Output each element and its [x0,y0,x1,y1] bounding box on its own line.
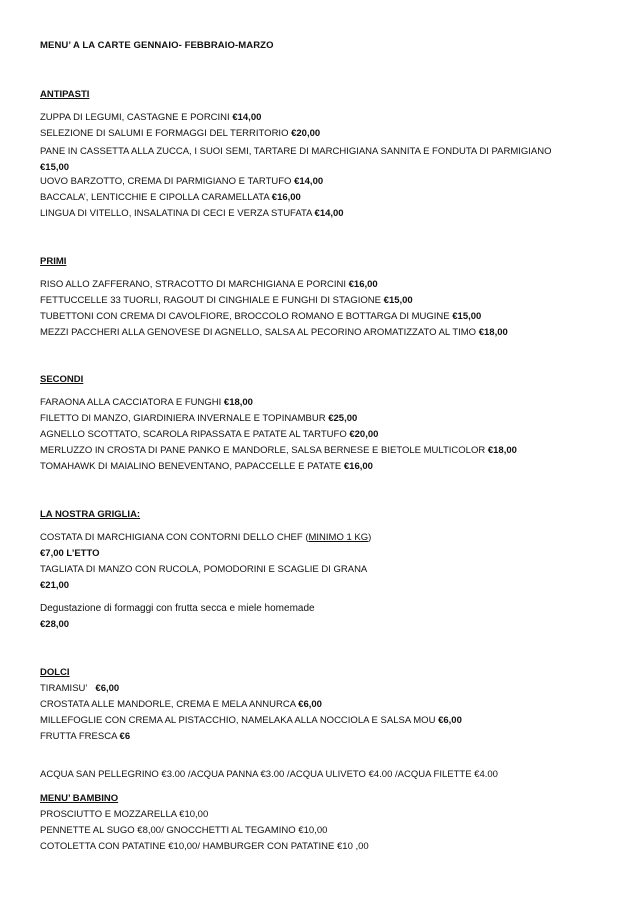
item-name: AGNELLO SCOTTATO, SCAROLA RIPASSATA E PATATE AL TARTUFO [40,429,347,440]
bambino-heading: MENU’ BAMBINO [40,793,119,804]
item-name: TIRAMISU’ [40,683,88,694]
item-price: €16,00 [348,279,378,290]
minimo-note: MINIMO 1 KG [308,532,369,543]
menu-item [40,532,371,544]
menu-item: PENNETTE AL SUGO €8,00/ GNOCCHETTI AL TEGAMINO €10,00 [40,825,328,836]
item-price: €18,00 [487,445,517,456]
menu-item [40,295,413,307]
item-name: LINGUA DI VITELLO, INSALATINA DI CECI E VERZA STUFATA [40,208,312,219]
item-price: €14,00 [232,112,262,123]
water-prices: ACQUA SAN PELLEGRINO €3.00 /ACQUA PANNA €3.00 /ACQUA ULIVETO €4.00 /ACQUA FILETTE €4.00 [40,769,498,780]
antipasti-heading: ANTIPASTI [40,89,90,100]
menu-item [40,176,323,188]
item-price: €15,00 [452,311,482,322]
item-name: BACCALA’, LENTICCHIE E CIPOLLA CARAMELLATA [40,192,270,203]
menu-item [40,429,378,441]
item-price: €18,00 [223,397,253,408]
menu-item [40,397,253,409]
menu-item: COTOLETTA CON PATATINE €10,00/ HAMBURGER CON PATATINE €10 ,00 [40,841,369,852]
menu-item [40,413,357,425]
griglia-heading: LA NOSTRA GRIGLIA: [40,509,141,520]
item-price-line [40,548,100,560]
item-name: FILETTO DI MANZO, GIARDINIERA INVERNALE E TOPINAMBUR [40,413,326,424]
menu-item [40,731,130,743]
item-name: PANE IN CASSETTA ALLA ZUCCA, I SUOI SEMI, TARTARE DI MARCHIGIANA SANNITA E FONDUTA DI PARMIGIANO [40,146,552,157]
item-name: MERLUZZO IN CROSTA DI PANE PANKO E MANDORLE, SALSA BERNESE E BIETOLE MULTICOLOR [40,445,486,456]
menu-item [40,192,301,204]
item-price: €20,00 [291,128,321,139]
item-price: €20,00 [349,429,379,440]
item-price: €16,00 [343,461,373,472]
item-name: ZUPPA DI LEGUMI, CASTAGNE E PORCINI [40,112,230,123]
item-name: MEZZI PACCHERI ALLA GENOVESE DI AGNELLO, SALSA AL PECORINO AROMATIZZATO AL TIMO [40,327,477,338]
item-price: €7,00 L’ETTO [40,548,100,559]
item-price: €6,00 [438,715,462,726]
menu-item [40,715,462,727]
item-name: TAGLIATA DI MANZO CON RUCOLA, POMODORINI E SCAGLIE DI GRANA [40,564,368,575]
item-price-line [40,580,69,592]
menu-item [40,128,320,140]
item-name: TUBETTONI CON CREMA DI CAVOLFIORE, BROCCOLO ROMANO E BOTTARGA DI MUGINE [40,311,450,322]
item-price: €25,00 [328,413,358,424]
paren-close: ) [368,532,372,543]
item-name: MILLEFOGLIE CON CREMA AL PISTACCHIO, NAMELAKA ALLA NOCCIOLA E SALSA MOU [40,715,436,726]
item-name: UOVO BARZOTTO, CREMA DI PARMIGIANO E TARTUFO [40,176,292,187]
menu-item [40,683,119,695]
item-price: €28,00 [40,619,70,630]
menu-item [40,311,481,323]
menu-item [40,327,508,339]
item-price-line [40,619,69,631]
item-price: €21,00 [40,580,70,591]
dolci-heading: DOLCI [40,667,70,678]
item-name: TOMAHAWK DI MAIALINO BENEVENTANO, PAPACCELLE E PATATE [40,461,342,472]
menu-item [40,144,600,176]
item-price: €15,00 [40,162,70,173]
menu-item [40,208,344,220]
item-price: €6,00 [95,683,120,694]
menu-item [40,279,378,291]
item-price: €6,00 [298,699,322,710]
item-price: €14,00 [294,176,324,187]
secondi-heading: SECONDI [40,374,84,385]
menu-item [40,461,373,473]
item-name: FARAONA ALLA CACCIATORA E FUNGHI [40,397,222,408]
menu-item [40,112,261,124]
item-price: €15,00 [383,295,413,306]
item-price: €16,00 [271,192,301,203]
item-price: €14,00 [314,208,344,219]
item-name: FETTUCCELLE 33 TUORLI, RAGOUT DI CINGHIALE E FUNGHI DI STAGIONE [40,295,382,306]
menu-title: MENU’ A LA CARTE GENNAIO- FEBBRAIO-MARZO [40,40,274,51]
item-price: €18,00 [478,327,508,338]
item-name: COSTATA DI MARCHIGIANA CON CONTORNI DELLO CHEF ( [40,532,309,543]
item-name: SELEZIONE DI SALUMI E FORMAGGI DEL TERRITORIO [40,128,289,139]
menu-item [40,564,367,576]
item-name: FRUTTA FRESCA [40,731,117,742]
item-name: RISO ALLO ZAFFERANO, STRACOTTO DI MARCHIGIANA E PORCINI [40,279,346,290]
primi-heading: PRIMI [40,256,67,267]
menu-item [40,699,322,711]
menu-item: PROSCIUTTO E MOZZARELLA €10,00 [40,809,209,820]
item-price: €6 [119,731,131,742]
item-name: CROSTATA ALLE MANDORLE, CREMA E MELA ANNURCA [40,699,296,710]
menu-item [40,445,517,457]
menu-item [40,603,315,615]
item-name: Degustazione di formaggi con frutta secca e miele homemade [40,603,315,614]
